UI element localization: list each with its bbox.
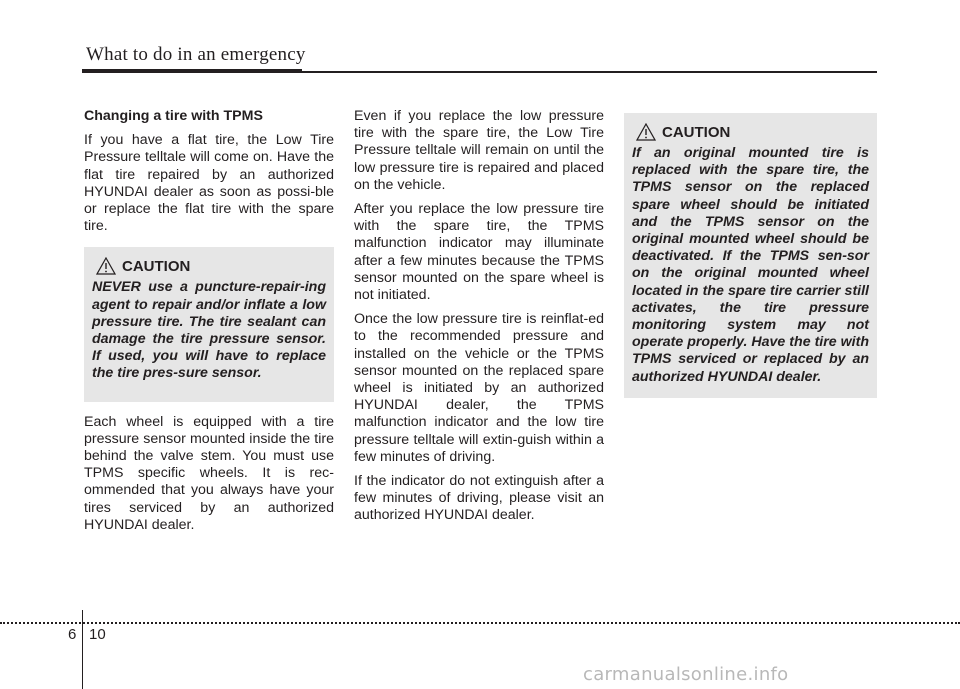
caution-text: NEVER use a puncture-repair-ing agent to repair and/or inflate a low pressure tire. The tire sealant can damage the tire pressure sensor. If used, you will have to replace the tire pres-sure sensor.: [92, 279, 326, 382]
chapter-number: 6: [68, 626, 77, 643]
caution-label: CAUTION: [122, 257, 191, 275]
middle-paragraph-1: Even if you replace the low pressure tire with the spare tire, the Low Tire Pressure telltale will remain on until the low pressure tire is repaired and placed on the vehicle.: [354, 108, 604, 193]
caution-box-left: [84, 247, 334, 401]
left-paragraph-1: If you have a flat tire, the Low Tire Pressure telltale will come on. Have the flat tire repaired by an authorized HYUNDAI dealer as soon as possi-ble or replace the flat tire with the spare tire.: [84, 132, 334, 235]
middle-paragraph-2: After you replace the low pressure tire with the spare tire, the TPMS malfunction indicator may illuminate after a few minutes because the TPMS sensor mounted on the spare wheel is not initiated.: [354, 201, 604, 304]
page-number: 10: [89, 626, 106, 643]
caution-text: If an original mounted tire is replaced with the spare tire, the TPMS sensor on the replaced spare wheel should be initiated and the TPMS sensor on the original mounted wheel should be deactivated. If the TPMS sen-sor on the original mounted wheel located in the spare tire carrier still activates, the tire pressure monitoring system may not operate properly. Have the tire with TPMS serviced or replaced by an authorized HYUNDAI dealer.: [632, 145, 869, 385]
watermark: carmanualsonline.info: [583, 664, 789, 685]
header-title: What to do in an emergency: [86, 44, 306, 65]
middle-paragraph-4: If the indicator do not extinguish after a few minutes of driving, please visit an authorized HYUNDAI dealer.: [354, 473, 604, 524]
caution-header: [632, 123, 869, 141]
left-column: [84, 108, 334, 541]
left-paragraph-2: Each wheel is equipped with a tire pressure sensor mounted inside the tire behind the valve stem. You must use TPMS specific wheels. It is rec-ommended that you always have your tires serviced by an authorized HYUNDAI dealer.: [84, 413, 334, 533]
header-rule: [82, 71, 877, 73]
section-heading: Changing a tire with TPMS: [84, 108, 263, 124]
caution-header: [92, 257, 326, 275]
middle-paragraph-3: Once the low pressure tire is reinflat-ed to the recommended pressure and installed on the vehicle or the TPMS sensor mounted on the replaced spare wheel is initiated by an authorized HYUNDAI dealer, the TPMS malfunction indicator and the low tire pressure telltale will extin-guish within a few minutes of driving.: [354, 311, 604, 465]
middle-column: [354, 108, 604, 532]
footer-rule: [0, 622, 960, 624]
warning-triangle-icon: [636, 123, 656, 141]
caution-box-right: [624, 113, 877, 398]
warning-triangle-icon: [96, 257, 116, 275]
footer-divider: [82, 610, 83, 689]
caution-label: CAUTION: [662, 123, 731, 141]
